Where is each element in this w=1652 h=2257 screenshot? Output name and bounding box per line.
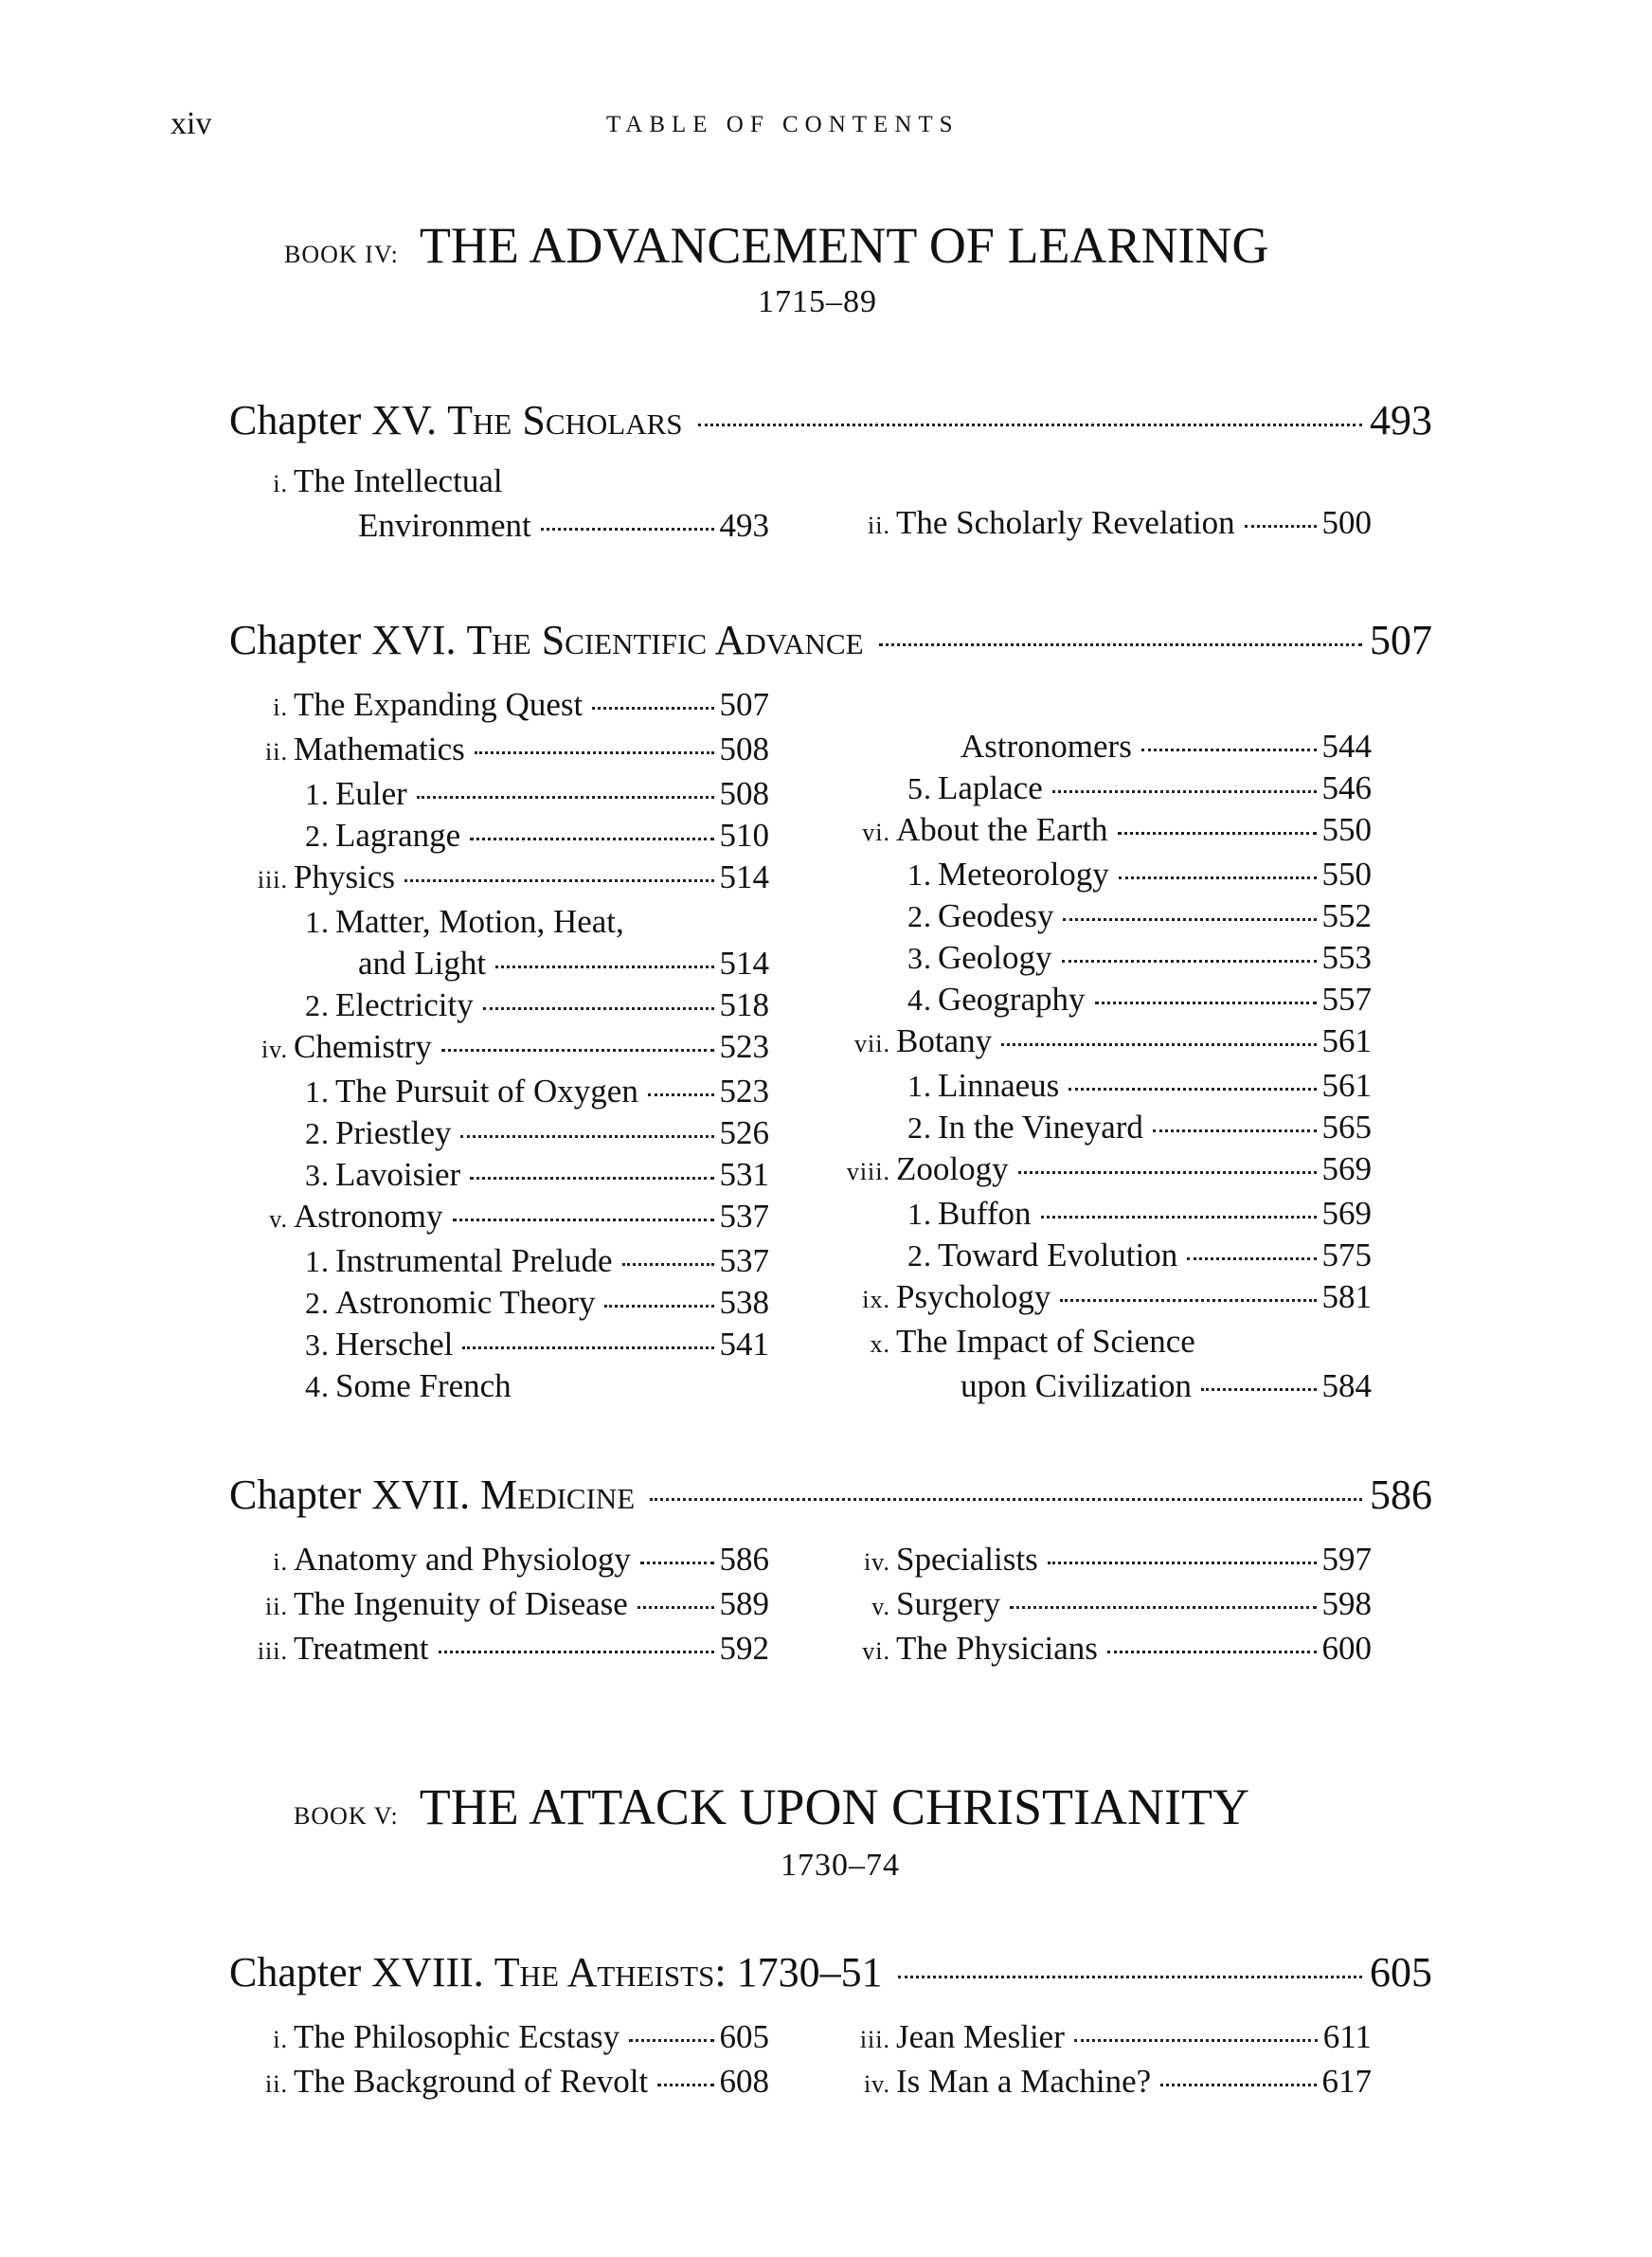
- section-page: 550: [1321, 856, 1372, 893]
- dot-leader: [441, 1049, 714, 1052]
- chapter-xviii-sections-left: [239, 2016, 769, 2105]
- section-page: 537: [719, 1198, 769, 1235]
- section-number: 2.: [907, 1238, 932, 1273]
- toc-entry[interactable]: [841, 854, 1372, 895]
- section-title: Laplace: [938, 769, 1043, 806]
- dot-leader: [1095, 1002, 1317, 1004]
- section-number: 4.: [305, 1369, 330, 1403]
- section-number: v.: [871, 1593, 890, 1620]
- toc-entry[interactable]: [239, 729, 769, 773]
- section-number: iv.: [863, 1548, 890, 1576]
- chapter-xviii-heading[interactable]: [229, 1948, 1432, 1996]
- section-title: The Expanding Quest: [294, 686, 584, 723]
- section-title: Is Man a Machine?: [896, 2063, 1152, 2100]
- section-title: Herschel: [335, 1326, 454, 1363]
- toc-entry[interactable]: [841, 1107, 1372, 1148]
- book-iv-dates: 1715–89: [758, 284, 877, 319]
- section-title: Instrumental Prelude: [335, 1242, 613, 1279]
- dot-leader: [1063, 918, 1316, 921]
- section-title: Mathematics: [294, 731, 465, 767]
- section-page: 500: [1321, 504, 1372, 541]
- dot-leader: [1118, 832, 1317, 835]
- book-v-heading: [294, 1778, 1249, 1836]
- toc-entry[interactable]: [239, 2061, 769, 2105]
- book-label: BOOK IV:: [284, 241, 399, 268]
- toc-entry[interactable]: [841, 937, 1372, 979]
- section-title: Psychology: [896, 1278, 1051, 1315]
- section-page: 565: [1321, 1109, 1372, 1146]
- section-page: 523: [719, 1073, 769, 1110]
- dot-leader: [1068, 1088, 1316, 1091]
- section-title: Buffon: [938, 1195, 1032, 1232]
- toc-entry[interactable]: [841, 1276, 1372, 1321]
- section-number: x.: [870, 1330, 890, 1358]
- toc-entry[interactable]: [239, 1196, 769, 1240]
- dot-leader: [1010, 1606, 1316, 1609]
- section-page: 581: [1321, 1278, 1372, 1315]
- book-title: THE ADVANCEMENT OF LEARNING: [419, 217, 1269, 274]
- section-title: Geology: [938, 939, 1052, 976]
- section-title: In the Vineyard: [938, 1109, 1143, 1146]
- section-page: 575: [1321, 1237, 1372, 1273]
- chapter-prefix: Chapter XVI.: [229, 617, 457, 663]
- toc-entry[interactable]: [239, 1282, 769, 1324]
- section-title: Geodesy: [938, 897, 1054, 934]
- section-page: 597: [1321, 1541, 1372, 1578]
- toc-entry[interactable]: [841, 1628, 1372, 1672]
- section-number: 2.: [907, 899, 932, 933]
- section-number: ii.: [265, 2070, 288, 2098]
- dot-leader: [622, 1263, 714, 1266]
- toc-entry[interactable]: [841, 1539, 1372, 1583]
- dot-leader: [1119, 876, 1317, 879]
- section-number: 2.: [907, 1110, 932, 1145]
- toc-entry[interactable]: [239, 857, 769, 901]
- dot-leader: [898, 1976, 1362, 1978]
- dot-leader: [1001, 1043, 1316, 1046]
- section-page: 523: [719, 1028, 769, 1065]
- section-page: 507: [719, 686, 769, 723]
- toc-entry[interactable]: [841, 1020, 1372, 1065]
- section-title: Jean Meslier: [896, 2018, 1065, 2055]
- toc-entry[interactable]: [841, 2061, 1372, 2105]
- section-page: 598: [1321, 1585, 1372, 1622]
- dot-leader: [495, 966, 713, 968]
- toc-entry[interactable]: [841, 2016, 1372, 2061]
- section-title: and Light: [358, 945, 487, 982]
- dot-leader: [879, 643, 1362, 646]
- section-page: 569: [1321, 1195, 1372, 1232]
- section-page: 537: [719, 1242, 769, 1279]
- dot-leader: [648, 1093, 714, 1096]
- section-number: 3.: [305, 1158, 330, 1192]
- book-v-dates: 1730–74: [781, 1848, 900, 1883]
- section-number: i.: [273, 694, 288, 721]
- section-number: viii.: [846, 1158, 890, 1185]
- section-title: Zoology: [896, 1150, 1009, 1187]
- section-title: The Impact of Science: [896, 1323, 1195, 1360]
- toc-entry[interactable]: [841, 1583, 1372, 1628]
- dot-leader: [1052, 790, 1317, 793]
- section-title: Electricity: [335, 986, 474, 1023]
- toc-entry[interactable]: [239, 1112, 769, 1154]
- section-title: upon Civilization: [961, 1367, 1193, 1404]
- section-number: ii.: [265, 738, 288, 766]
- dot-leader: [1060, 1299, 1316, 1302]
- section-title: Linnaeus: [938, 1067, 1060, 1104]
- toc-entry[interactable]: [841, 1235, 1372, 1276]
- section-number: 1.: [305, 905, 330, 939]
- section-number: 1.: [305, 777, 330, 811]
- section-title: Some French: [335, 1367, 512, 1404]
- dot-leader: [592, 707, 713, 710]
- section-title: Priestley: [335, 1114, 452, 1151]
- section-title: Lavoisier: [335, 1156, 461, 1193]
- section-title: Specialists: [896, 1541, 1038, 1578]
- dot-leader: [629, 2039, 713, 2042]
- chapter-dates: 1730–51: [736, 1949, 883, 1995]
- toc-entry[interactable]: [841, 1148, 1372, 1193]
- section-page: 493: [719, 507, 769, 544]
- toc-entry[interactable]: [239, 1324, 769, 1365]
- section-page: 508: [719, 731, 769, 767]
- section-title: The Intellectual: [294, 462, 503, 499]
- section-number: ix.: [862, 1286, 890, 1313]
- dot-leader: [439, 1651, 714, 1653]
- section-title: Chemistry: [294, 1028, 432, 1065]
- dot-leader: [1041, 1216, 1317, 1219]
- section-page: 584: [1321, 1367, 1372, 1404]
- dot-leader: [483, 1007, 714, 1010]
- running-title: TABLE OF CONTENTS: [606, 112, 960, 137]
- section-number: ii.: [265, 1593, 288, 1620]
- dot-leader: [470, 1177, 713, 1180]
- chapter-xvi-heading[interactable]: [229, 616, 1432, 664]
- toc-entry[interactable]: [239, 1583, 769, 1628]
- dot-leader: [1048, 1562, 1317, 1564]
- dot-leader: [404, 879, 714, 882]
- section-number: i.: [273, 470, 288, 497]
- toc-entry: [841, 1321, 1372, 1365]
- section-number: i.: [273, 1548, 288, 1576]
- toc-entry[interactable]: [239, 1026, 769, 1071]
- chapter-title: The Scientific Advance: [466, 617, 864, 663]
- dot-leader: [1245, 525, 1317, 528]
- section-page: 531: [719, 1156, 769, 1193]
- section-number: vi.: [862, 1637, 890, 1665]
- dot-leader: [460, 1135, 713, 1138]
- section-page: 561: [1321, 1067, 1372, 1104]
- toc-entry[interactable]: [239, 2016, 769, 2061]
- section-number: 2.: [305, 819, 330, 853]
- section-number: ii.: [868, 512, 890, 539]
- section-number: iv.: [863, 2070, 890, 2098]
- dot-leader: [1160, 2084, 1316, 2086]
- section-title: Physics: [294, 858, 395, 895]
- toc-entry: [239, 460, 769, 505]
- chapter-xvi-sections-left: [239, 684, 769, 1407]
- chapter-prefix: Chapter XVII.: [229, 1472, 471, 1518]
- chapter-page: 493: [1370, 397, 1432, 443]
- section-page: 514: [719, 945, 769, 982]
- dot-leader: [657, 2084, 713, 2086]
- section-page: 552: [1321, 897, 1372, 934]
- dot-leader: [453, 1219, 714, 1221]
- dot-leader: [541, 528, 714, 531]
- dot-leader: [1107, 1651, 1317, 1653]
- section-number: 5.: [907, 771, 932, 805]
- section-title: The Philosophic Ecstasy: [294, 2018, 620, 2055]
- page-number: xiv: [171, 106, 212, 141]
- toc-entry[interactable]: [239, 1628, 769, 1672]
- section-title: Euler: [335, 775, 407, 812]
- section-title: About the Earth: [896, 811, 1108, 848]
- dot-leader: [604, 1305, 713, 1308]
- toc-entry: [239, 1365, 769, 1407]
- section-number: 1.: [305, 1074, 330, 1109]
- section-title: Meteorology: [938, 856, 1109, 893]
- dot-leader: [1153, 1129, 1317, 1132]
- toc-entry[interactable]: [841, 895, 1372, 937]
- section-number: iii.: [859, 2026, 890, 2053]
- section-page: 538: [719, 1284, 769, 1321]
- section-title: Anatomy and Physiology: [294, 1541, 631, 1578]
- section-page: 550: [1321, 811, 1372, 848]
- chapter-xv-heading[interactable]: [229, 396, 1432, 444]
- section-title: Geography: [938, 981, 1086, 1018]
- section-page: 569: [1321, 1150, 1372, 1187]
- dot-leader: [462, 1346, 713, 1349]
- dot-leader: [1018, 1171, 1317, 1174]
- section-title: The Background of Revolt: [294, 2063, 649, 2100]
- section-number: iv.: [260, 1036, 288, 1063]
- toc-entry[interactable]: [239, 1154, 769, 1196]
- section-title: Toward Evolution: [938, 1237, 1178, 1273]
- section-page: 600: [1321, 1630, 1372, 1667]
- section-number: 4.: [907, 983, 932, 1017]
- section-title: The Pursuit of Oxygen: [335, 1073, 638, 1110]
- toc-entry[interactable]: [239, 984, 769, 1026]
- toc-entry[interactable]: [239, 1071, 769, 1112]
- toc-entry[interactable]: [239, 1539, 769, 1583]
- section-page: 518: [719, 986, 769, 1023]
- section-title: The Ingenuity of Disease: [294, 1585, 628, 1622]
- section-number: iii.: [257, 866, 288, 894]
- section-page: 544: [1321, 728, 1372, 765]
- toc-entry[interactable]: [841, 809, 1372, 854]
- dot-leader: [470, 838, 713, 840]
- chapter-xv-sections-left: [239, 460, 769, 547]
- chapter-title: The Atheists:: [494, 1949, 727, 1995]
- dot-leader: [637, 1606, 714, 1609]
- toc-entry[interactable]: [239, 943, 769, 984]
- chapter-prefix: Chapter XV.: [229, 397, 438, 443]
- chapter-xviii-sections-right: [841, 2016, 1372, 2105]
- section-title: Astronomers: [961, 728, 1132, 765]
- section-page: 557: [1321, 981, 1372, 1018]
- toc-entry[interactable]: [239, 815, 769, 857]
- section-page: 611: [1322, 2018, 1372, 2055]
- section-number: v.: [269, 1205, 288, 1233]
- section-page: 561: [1321, 1022, 1372, 1059]
- section-page: 617: [1321, 2063, 1372, 2100]
- dot-leader: [698, 424, 1362, 426]
- chapter-page: 605: [1370, 1949, 1432, 1995]
- section-number: 1.: [907, 1197, 932, 1231]
- chapter-page: 507: [1370, 617, 1432, 663]
- section-number: 3.: [907, 941, 932, 975]
- chapter-xvii-sections-left: [239, 1539, 769, 1672]
- section-title: Treatment: [294, 1630, 429, 1667]
- section-page: 553: [1321, 939, 1372, 976]
- section-page: 508: [719, 775, 769, 812]
- section-number: i.: [273, 2026, 288, 2053]
- section-page: 605: [719, 2018, 769, 2055]
- toc-entry[interactable]: [841, 502, 1372, 547]
- section-page: 586: [719, 1541, 769, 1578]
- book-iv-heading: [284, 216, 1268, 275]
- toc-entry[interactable]: [841, 1193, 1372, 1235]
- section-title: The Physicians: [896, 1630, 1098, 1667]
- section-title: Botany: [896, 1022, 993, 1059]
- chapter-page: 586: [1370, 1472, 1432, 1518]
- book-label: BOOK V:: [294, 1802, 399, 1830]
- chapter-xvii-heading[interactable]: [229, 1471, 1432, 1519]
- toc-entry[interactable]: [239, 505, 769, 547]
- section-number: 3.: [305, 1327, 330, 1362]
- chapter-xvii-sections-right: [841, 1539, 1372, 1672]
- toc-entry[interactable]: [239, 773, 769, 815]
- dot-leader: [1201, 1388, 1316, 1391]
- chapter-title: The Scholars: [447, 397, 683, 443]
- section-title: Astronomy: [294, 1198, 443, 1235]
- dot-leader: [1187, 1257, 1316, 1260]
- section-number: 2.: [305, 1286, 330, 1320]
- section-page: 514: [719, 858, 769, 895]
- chapter-xvi-sections-right: [841, 726, 1372, 1407]
- section-page: 592: [719, 1630, 769, 1667]
- section-page: 510: [719, 817, 769, 854]
- toc-entry[interactable]: [239, 1240, 769, 1282]
- section-page: 526: [719, 1114, 769, 1151]
- section-number: vii.: [854, 1030, 890, 1057]
- section-title: Lagrange: [335, 817, 461, 854]
- toc-entry: [239, 901, 769, 943]
- dot-leader: [475, 751, 714, 754]
- section-number: 1.: [907, 1069, 932, 1103]
- dot-leader: [1141, 749, 1317, 751]
- dot-leader: [650, 1498, 1362, 1501]
- book-title: THE ATTACK UPON CHRISTIANITY: [419, 1779, 1249, 1835]
- chapter-title: Medicine: [480, 1472, 636, 1518]
- section-title: Surgery: [896, 1585, 1001, 1622]
- toc-entry[interactable]: [239, 684, 769, 729]
- section-page: 608: [719, 2063, 769, 2100]
- section-number: 2.: [305, 988, 330, 1022]
- toc-entry[interactable]: [841, 979, 1372, 1020]
- dot-leader: [1062, 960, 1317, 963]
- section-number: iii.: [257, 1637, 288, 1665]
- section-title: Environment: [358, 507, 531, 544]
- dot-leader: [640, 1562, 714, 1564]
- section-title: Matter, Motion, Heat,: [335, 903, 624, 940]
- toc-entry[interactable]: [841, 1065, 1372, 1107]
- chapter-xv-sections-right: [841, 502, 1372, 547]
- section-number: 1.: [907, 858, 932, 892]
- chapter-prefix: Chapter XVIII.: [229, 1949, 484, 1995]
- section-number: 1.: [305, 1244, 330, 1278]
- dot-leader: [417, 796, 714, 799]
- section-title: The Scholarly Revelation: [896, 504, 1235, 541]
- section-number: 2.: [305, 1116, 330, 1150]
- toc-entry[interactable]: [841, 767, 1372, 809]
- toc-entry[interactable]: [841, 726, 1372, 767]
- section-page: 589: [719, 1585, 769, 1622]
- toc-entry[interactable]: [841, 1365, 1372, 1407]
- section-page: 546: [1321, 769, 1372, 806]
- section-title: Astronomic Theory: [335, 1284, 596, 1321]
- section-page: 541: [719, 1326, 769, 1363]
- dot-leader: [1074, 2039, 1318, 2042]
- section-number: vi.: [862, 819, 890, 846]
